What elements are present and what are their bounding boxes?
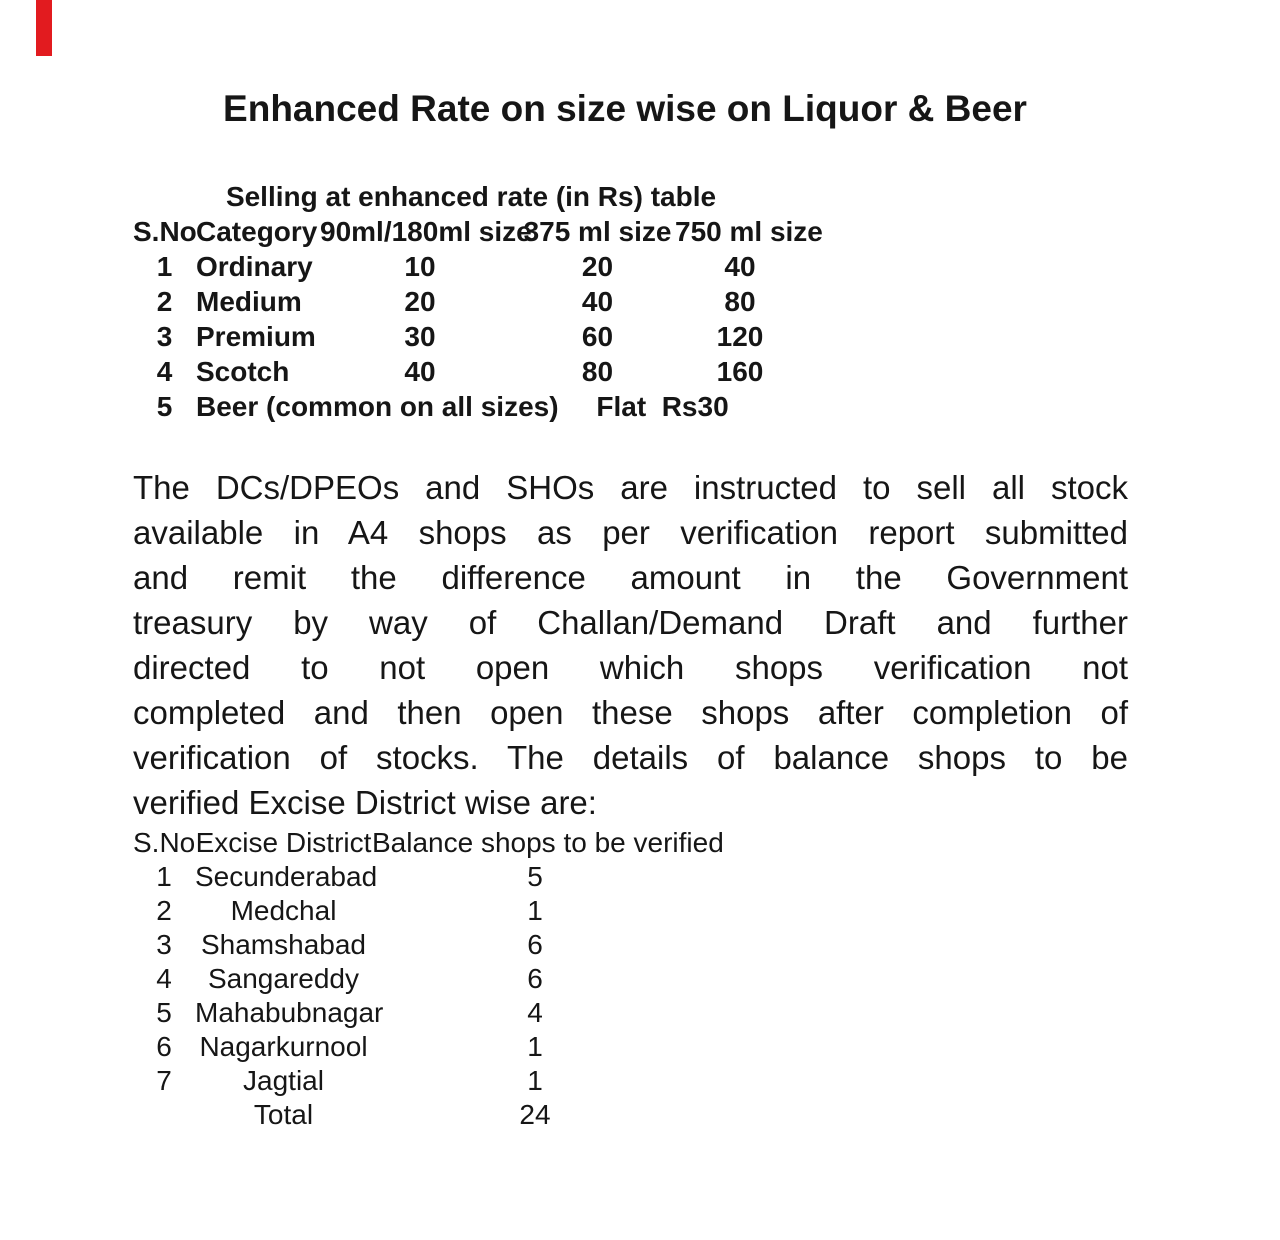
district-cell: Shamshabad [200, 929, 366, 960]
rate-header-750ml: 750 ml size [675, 216, 823, 247]
total-value-cell: 24 [519, 1099, 551, 1130]
district-cell: Mahabubnagar [195, 997, 384, 1028]
table-row-beer [133, 389, 805, 424]
sno-cell: 2 [156, 285, 173, 317]
district-header-name: Excise District [195, 827, 372, 858]
paragraph-line: treasury by way of Challan/Demand Draft and further [133, 604, 1128, 641]
district-cell: Secunderabad [195, 861, 378, 892]
page-title: Enhanced Rate on size wise on Liquor & Beer [223, 88, 1027, 129]
rate-header-sno: S.No [133, 216, 197, 247]
table-row [133, 928, 698, 962]
category-cell: Premium [196, 320, 316, 352]
paragraph-line: directed to not open which shops verification not [133, 649, 1128, 686]
category-cell: Scotch [196, 355, 290, 387]
rate-header-category: Category [196, 216, 318, 247]
paragraph-line: The DCs/DPEOs and SHOs are instructed to sell all stock [133, 469, 1128, 506]
table-row [133, 962, 698, 996]
table-row [133, 996, 698, 1030]
balance-cell: 6 [527, 963, 543, 994]
category-cell: Medium [196, 285, 302, 317]
beer-flat-rate-cell: Flat Rs30 [596, 390, 729, 422]
balance-cell: 1 [527, 1065, 543, 1096]
paragraph-line: and remit the difference amount in the Government [133, 559, 1128, 596]
beer-category-cell: Beer (common on all sizes) [196, 390, 559, 422]
district-cell: Medchal [230, 895, 337, 926]
district-header-sno: S.No [133, 827, 196, 858]
table-row [133, 249, 805, 284]
instruction-paragraph [133, 465, 1128, 825]
sno-cell: 5 [156, 997, 172, 1028]
sno-cell: 4 [156, 963, 172, 994]
total-label-cell: Total [253, 1099, 314, 1130]
table-row-total [133, 1098, 698, 1132]
rate-750ml-cell: 80 [724, 285, 756, 317]
balance-cell: 5 [527, 861, 543, 892]
paragraph-line: verification of stocks. The details of balance shops to be [133, 739, 1128, 776]
rate-90ml-cell: 20 [404, 285, 436, 317]
sno-cell: 5 [156, 390, 173, 422]
table-row [133, 894, 698, 928]
district-table-header-row [133, 826, 698, 860]
paragraph-line: available in A4 shops as per verification report submitted [133, 514, 1128, 551]
rate-90ml-cell: 10 [404, 250, 436, 282]
paragraph-line: completed and then open these shops after completion of [133, 694, 1128, 731]
table-row [133, 354, 805, 389]
district-cell: Sangareddy [207, 963, 359, 994]
sno-cell: 1 [156, 861, 172, 892]
table-row [133, 319, 805, 354]
sno-cell-empty [133, 1098, 195, 1132]
rate-375ml-cell: 40 [581, 285, 614, 317]
rate-table-caption: Selling at enhanced rate (in Rs) table [225, 181, 717, 212]
sno-cell: 7 [156, 1065, 172, 1096]
rate-header-90ml: 90ml/180ml size [320, 216, 532, 247]
paragraph-line: verified Excise District wise are: [133, 784, 597, 821]
rate-header-375ml: 375 ml size [523, 216, 672, 247]
rate-375ml-cell: 60 [581, 320, 614, 352]
table-row [133, 284, 805, 319]
balance-cell: 1 [527, 895, 543, 926]
table-row [133, 1030, 698, 1064]
sno-cell: 6 [156, 1031, 172, 1062]
rate-375ml-cell: 20 [581, 250, 614, 282]
sno-cell: 4 [156, 355, 173, 387]
sno-cell: 3 [156, 929, 172, 960]
rate-375ml-cell: 80 [581, 355, 614, 387]
rate-750ml-cell: 160 [716, 355, 764, 387]
district-cell: Nagarkurnool [199, 1031, 368, 1062]
rate-90ml-cell: 30 [404, 320, 436, 352]
sno-cell: 1 [156, 250, 173, 282]
balance-cell: 4 [527, 997, 543, 1028]
rate-table [133, 215, 823, 424]
rate-90ml-cell: 40 [404, 355, 436, 387]
red-marker [36, 0, 52, 56]
category-cell: Ordinary [196, 250, 313, 282]
district-cell: Jagtial [243, 1065, 324, 1096]
rate-750ml-cell: 120 [716, 320, 764, 352]
balance-cell: 6 [527, 929, 543, 960]
balance-cell: 1 [527, 1031, 543, 1062]
table-row [133, 1064, 698, 1098]
rate-table-header-row [133, 215, 805, 249]
rate-750ml-cell: 40 [724, 250, 756, 282]
district-table [133, 826, 724, 1132]
district-header-balance: Balance shops to be verified [372, 827, 724, 858]
table-row [133, 860, 698, 894]
sno-cell: 3 [156, 320, 173, 352]
sno-cell: 2 [156, 895, 172, 926]
